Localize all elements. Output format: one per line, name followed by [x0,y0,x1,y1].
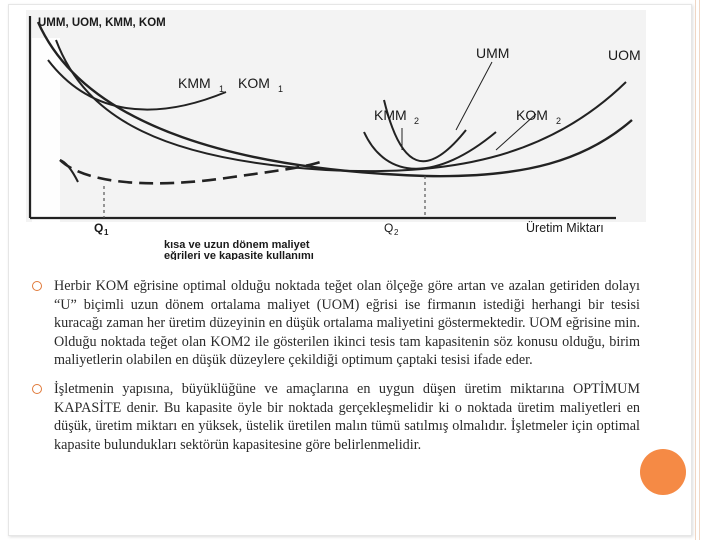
figure-white-strip [32,38,60,222]
kom1-subscript: 1 [278,84,284,94]
kmm1-label: KMM [178,75,211,91]
cost-curves-figure [26,10,646,260]
bullet-list [30,277,640,464]
q2-tick-label: Q [384,221,394,235]
bullet-circle-icon [32,384,42,394]
kom2-subscript: 2 [556,116,562,126]
x-axis-label: Üretim Miktarı [526,221,604,235]
kom2-label: KOM [516,107,548,123]
bullet-item [30,380,640,454]
cost-curves-diagram [26,10,646,260]
orange-circle-decoration [640,449,686,495]
q2-tick-subscript: 2 [394,228,399,237]
right-decorative-rule [695,0,700,540]
figure-caption-line1: kısa ve uzun dönem maliyet [164,239,310,251]
bullet-text: İşletmenin yapısına, büyüklüğüne ve amaçlarına en uygun düşen üretim miktarına OPTİMUM KAPASİTE denir. Bu kapasite öyle bir noktada gerçekleşmelidir ki o noktada üretim maliyetleri en düşük, üretim miktarı en yüksek, üstelik üretilen malın tümü satılmış olmalıdır. İşletmeler için optimal kapasite bulundukları sektörün kapasitesine göre belirlenmelidir. [54,380,640,453]
kmm2-label: KMM [374,107,407,123]
q1-tick-subscript: 1 [104,228,109,237]
bullet-item [30,277,640,370]
figure-background [26,10,646,222]
kom1-label: KOM [238,75,270,91]
q1-tick-label: Q [94,221,104,235]
figure-caption-line2: eğrileri ve kapasite kullanımı [164,250,314,260]
uom-label: UOM [608,47,641,63]
bullet-text: Herbir KOM eğrisine optimal olduğu noktada teğet olan ölçeğe göre artan ve azalan getiriden dolayı “U” biçimli uzun dönem ortalama maliyet (UOM) eğrisi ise firmanın istediği herhangi bir tesisi kuracağı zaman her üretim düzeyinin en düşük ortalama maliyetini göstermektedir. UOM eğrisine min. Olduğu noktada teğet olan KOM2 ile gösterilen ikinci tesis tam kapasitenin söz konusu olduğu, birim maliyetlerin olabilen en düşük düzeylere çekildiği optimum çaptaki tesisi ifade eder. [54,278,640,369]
bullet-circle-icon [32,281,42,291]
kmm2-subscript: 2 [414,116,420,126]
umm-label: UMM [476,45,510,61]
y-axis-label: UMM, UOM, KMM, KOM [38,17,166,29]
kmm1-subscript: 1 [219,84,225,94]
